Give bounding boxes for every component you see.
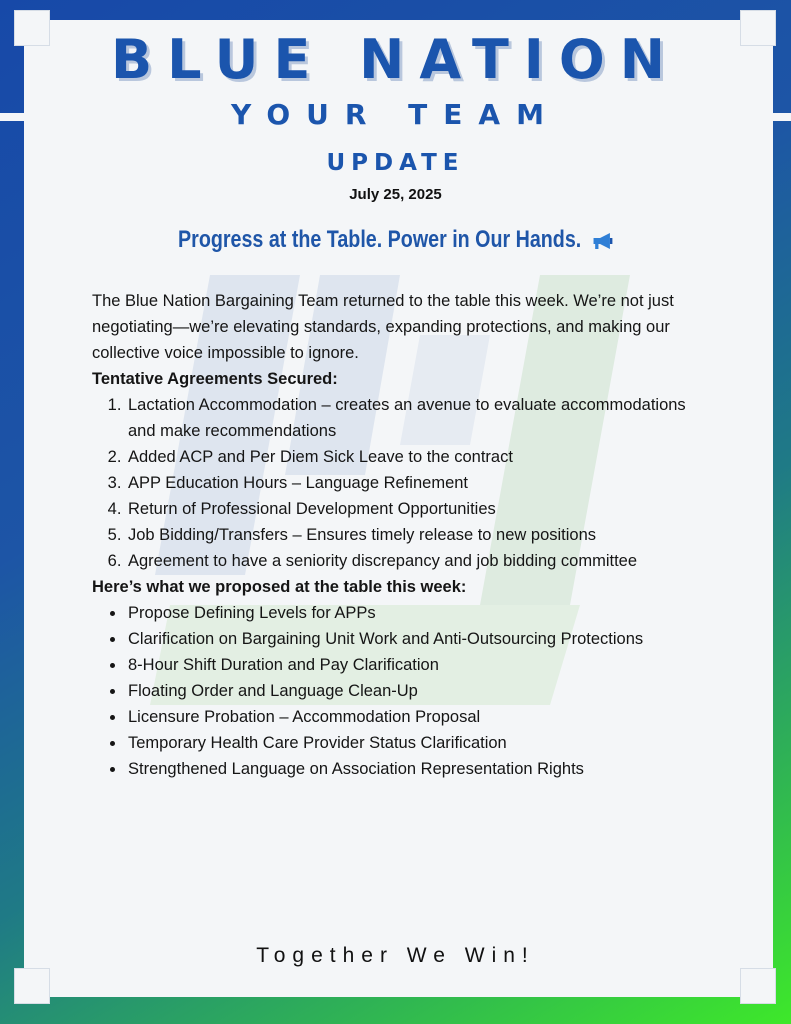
list-item: 2. Added ACP and Per Diem Sick Leave to the contract — [126, 444, 702, 470]
corner-square-bottom-left — [14, 968, 50, 1004]
date-label: July 25, 2025 — [349, 186, 442, 203]
list-item: 6. Agreement to have a seniority discrepancy and job bidding committee — [126, 548, 702, 574]
list-item: • 8-Hour Shift Duration and Pay Clarification — [126, 652, 702, 678]
update-body — [92, 288, 702, 782]
proposals-list — [92, 600, 702, 782]
agreements-heading: Tentative Agreements Secured: — [92, 370, 338, 388]
list-item: • Strengthened Language on Association Representation Rights — [126, 756, 702, 782]
tagline-text: Progress at the Table. Power in Our Hands. — [178, 226, 582, 253]
agreements-list — [92, 392, 702, 574]
list-item: 5. Job Bidding/Transfers – Ensures timely release to new positions — [126, 522, 702, 548]
update-label: UPDATE — [326, 150, 465, 176]
list-item: • Propose Defining Levels for APPs — [126, 600, 702, 626]
list-item: • Floating Order and Language Clean-Up — [126, 678, 702, 704]
page-subtitle: YOUR TEAM — [231, 98, 560, 131]
megaphone-icon — [592, 232, 613, 250]
list-item: • Licensure Probation – Accommodation Proposal — [126, 704, 702, 730]
list-item: • Clarification on Bargaining Unit Work and Anti-Outsourcing Protections — [126, 626, 702, 652]
list-item: • Temporary Health Care Provider Status Clarification — [126, 730, 702, 756]
intro-paragraph: The Blue Nation Bargaining Team returned to the table this week. We’re not just negotiating—we’re elevating standards, expanding protections, and making our collective voice impossible to ignore. — [92, 292, 674, 362]
corner-square-bottom-right — [740, 968, 776, 1004]
page-title: BLUE NATION — [111, 28, 680, 91]
list-item: 3. APP Education Hours – Language Refinement — [126, 470, 702, 496]
list-item: 1. Lactation Accommodation – creates an avenue to evaluate accommodations and make recommendations — [126, 392, 702, 444]
list-item: 4. Return of Professional Development Opportunities — [126, 496, 702, 522]
proposals-heading: Here’s what we proposed at the table this week: — [92, 578, 467, 596]
tagline — [71, 226, 720, 254]
footer-slogan: Together We Win! — [256, 944, 535, 967]
